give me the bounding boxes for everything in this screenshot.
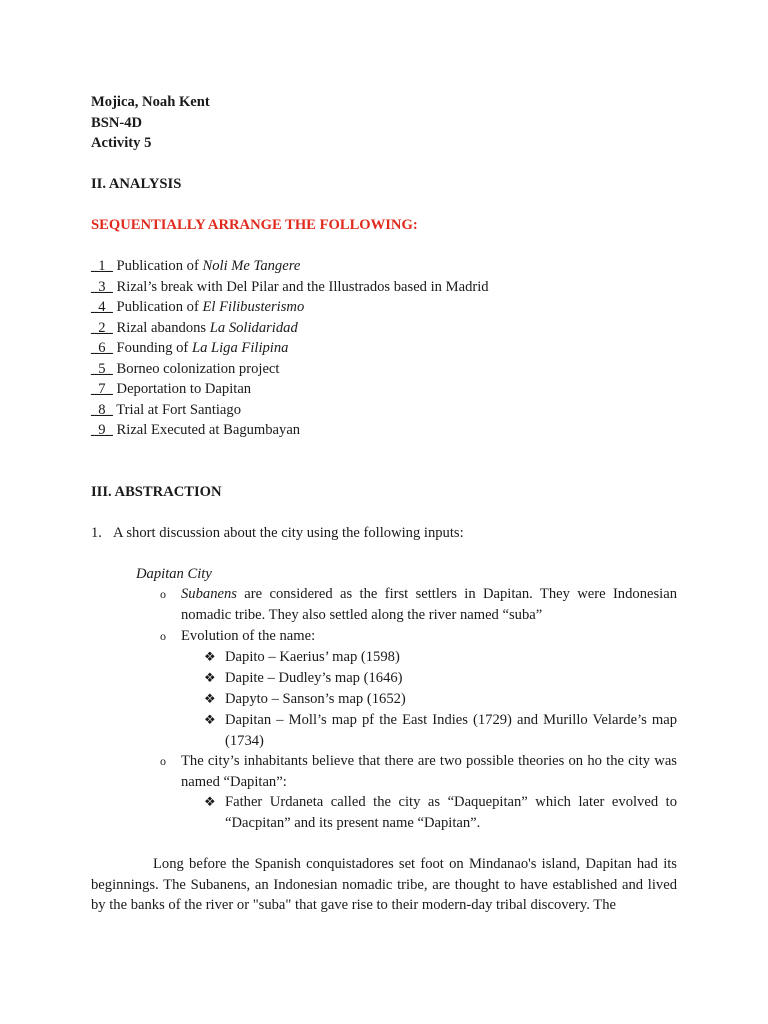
sequence-item: _7_ Deportation to Dapitan <box>91 381 252 397</box>
name-item: ❖ Dapito – Kaerius’ map (1598) <box>204 647 677 668</box>
analysis-heading: II. ANALYSIS <box>91 176 182 192</box>
name-item: ❖ Dapite – Dudley’s map (1646) <box>204 668 677 689</box>
sequence-item: _5_ Borneo colonization project <box>91 360 280 377</box>
city-title: Dapitan City <box>136 566 212 582</box>
sequence-item: _6_ Founding of La Liga Filipina <box>91 340 289 356</box>
bullet-marker: o <box>160 754 166 768</box>
sequence-item: _9_ Rizal Executed at Bagumbayan <box>91 422 301 438</box>
diamond-bullet-icon: ❖ <box>204 670 216 685</box>
activity-label: Activity 5 <box>91 135 152 151</box>
discussion-paragraph: Long before the Spanish conquistadores set foot on Mindanao's island, Dapitan had its beginnings. The Subanens, an Indonesian nomadic tribe, are thought to have established and lived by the banks of the river or "suba" that gave rise to their modern-day tribal discovery. The <box>91 856 677 913</box>
diamond-bullet-icon: ❖ <box>204 649 216 664</box>
question-1 <box>91 523 464 544</box>
sequence-item: _2_ Rizal abandons La Solidaridad <box>91 319 298 336</box>
sequence-item: _4_ Publication of El Filibusterismo <box>91 299 305 315</box>
instruction-heading: SEQUENTIALLY ARRANGE THE FOLLOWING: <box>91 217 418 233</box>
bullet-marker: o <box>160 587 166 601</box>
name-item: ❖ Dapyto – Sanson’s map (1652) <box>204 689 677 710</box>
student-section: BSN-4D <box>91 114 143 131</box>
bullet-evolution: o Evolution of the name: <box>160 626 677 647</box>
student-name: Mojica, Noah Kent <box>91 94 210 110</box>
sequence-item: _8_ Trial at Fort Santiago <box>91 401 241 418</box>
sequence-item: _3_ Rizal’s break with Del Pilar and the Illustrados based in Madrid <box>91 278 489 295</box>
question-number: 1. <box>91 525 102 541</box>
diamond-bullet-icon: ❖ <box>204 691 216 706</box>
name-item: ❖ Dapitan – Moll’s map pf the East Indies (1729) and Murillo Velarde’s map (1734) <box>204 712 677 749</box>
theory-item: ❖ Father Urdaneta called the city as “Daquepitan” which later evolved to “Dacpitan” and its present name “Dapitan”. <box>204 794 677 831</box>
student-header <box>91 92 210 154</box>
diamond-bullet-icon: ❖ <box>204 794 216 809</box>
bullet-theories: o The city’s inhabitants believe that there are two possible theories on ho the city was named “Dapitan”: <box>160 753 677 790</box>
bullet-marker: o <box>160 629 166 643</box>
question-text: A short discussion about the city using the following inputs: <box>113 525 464 541</box>
abstraction-heading: III. ABSTRACTION <box>91 484 222 500</box>
sequence-list <box>91 256 489 441</box>
diamond-bullet-icon: ❖ <box>204 712 216 727</box>
sequence-item: _1_ Publication of Noli Me Tangere <box>91 258 301 274</box>
bullet-subanens: o Subanens are considered as the first settlers in Dapitan. They were Indonesian nomadic tribe. They also settled along the river named “suba” <box>160 586 677 623</box>
